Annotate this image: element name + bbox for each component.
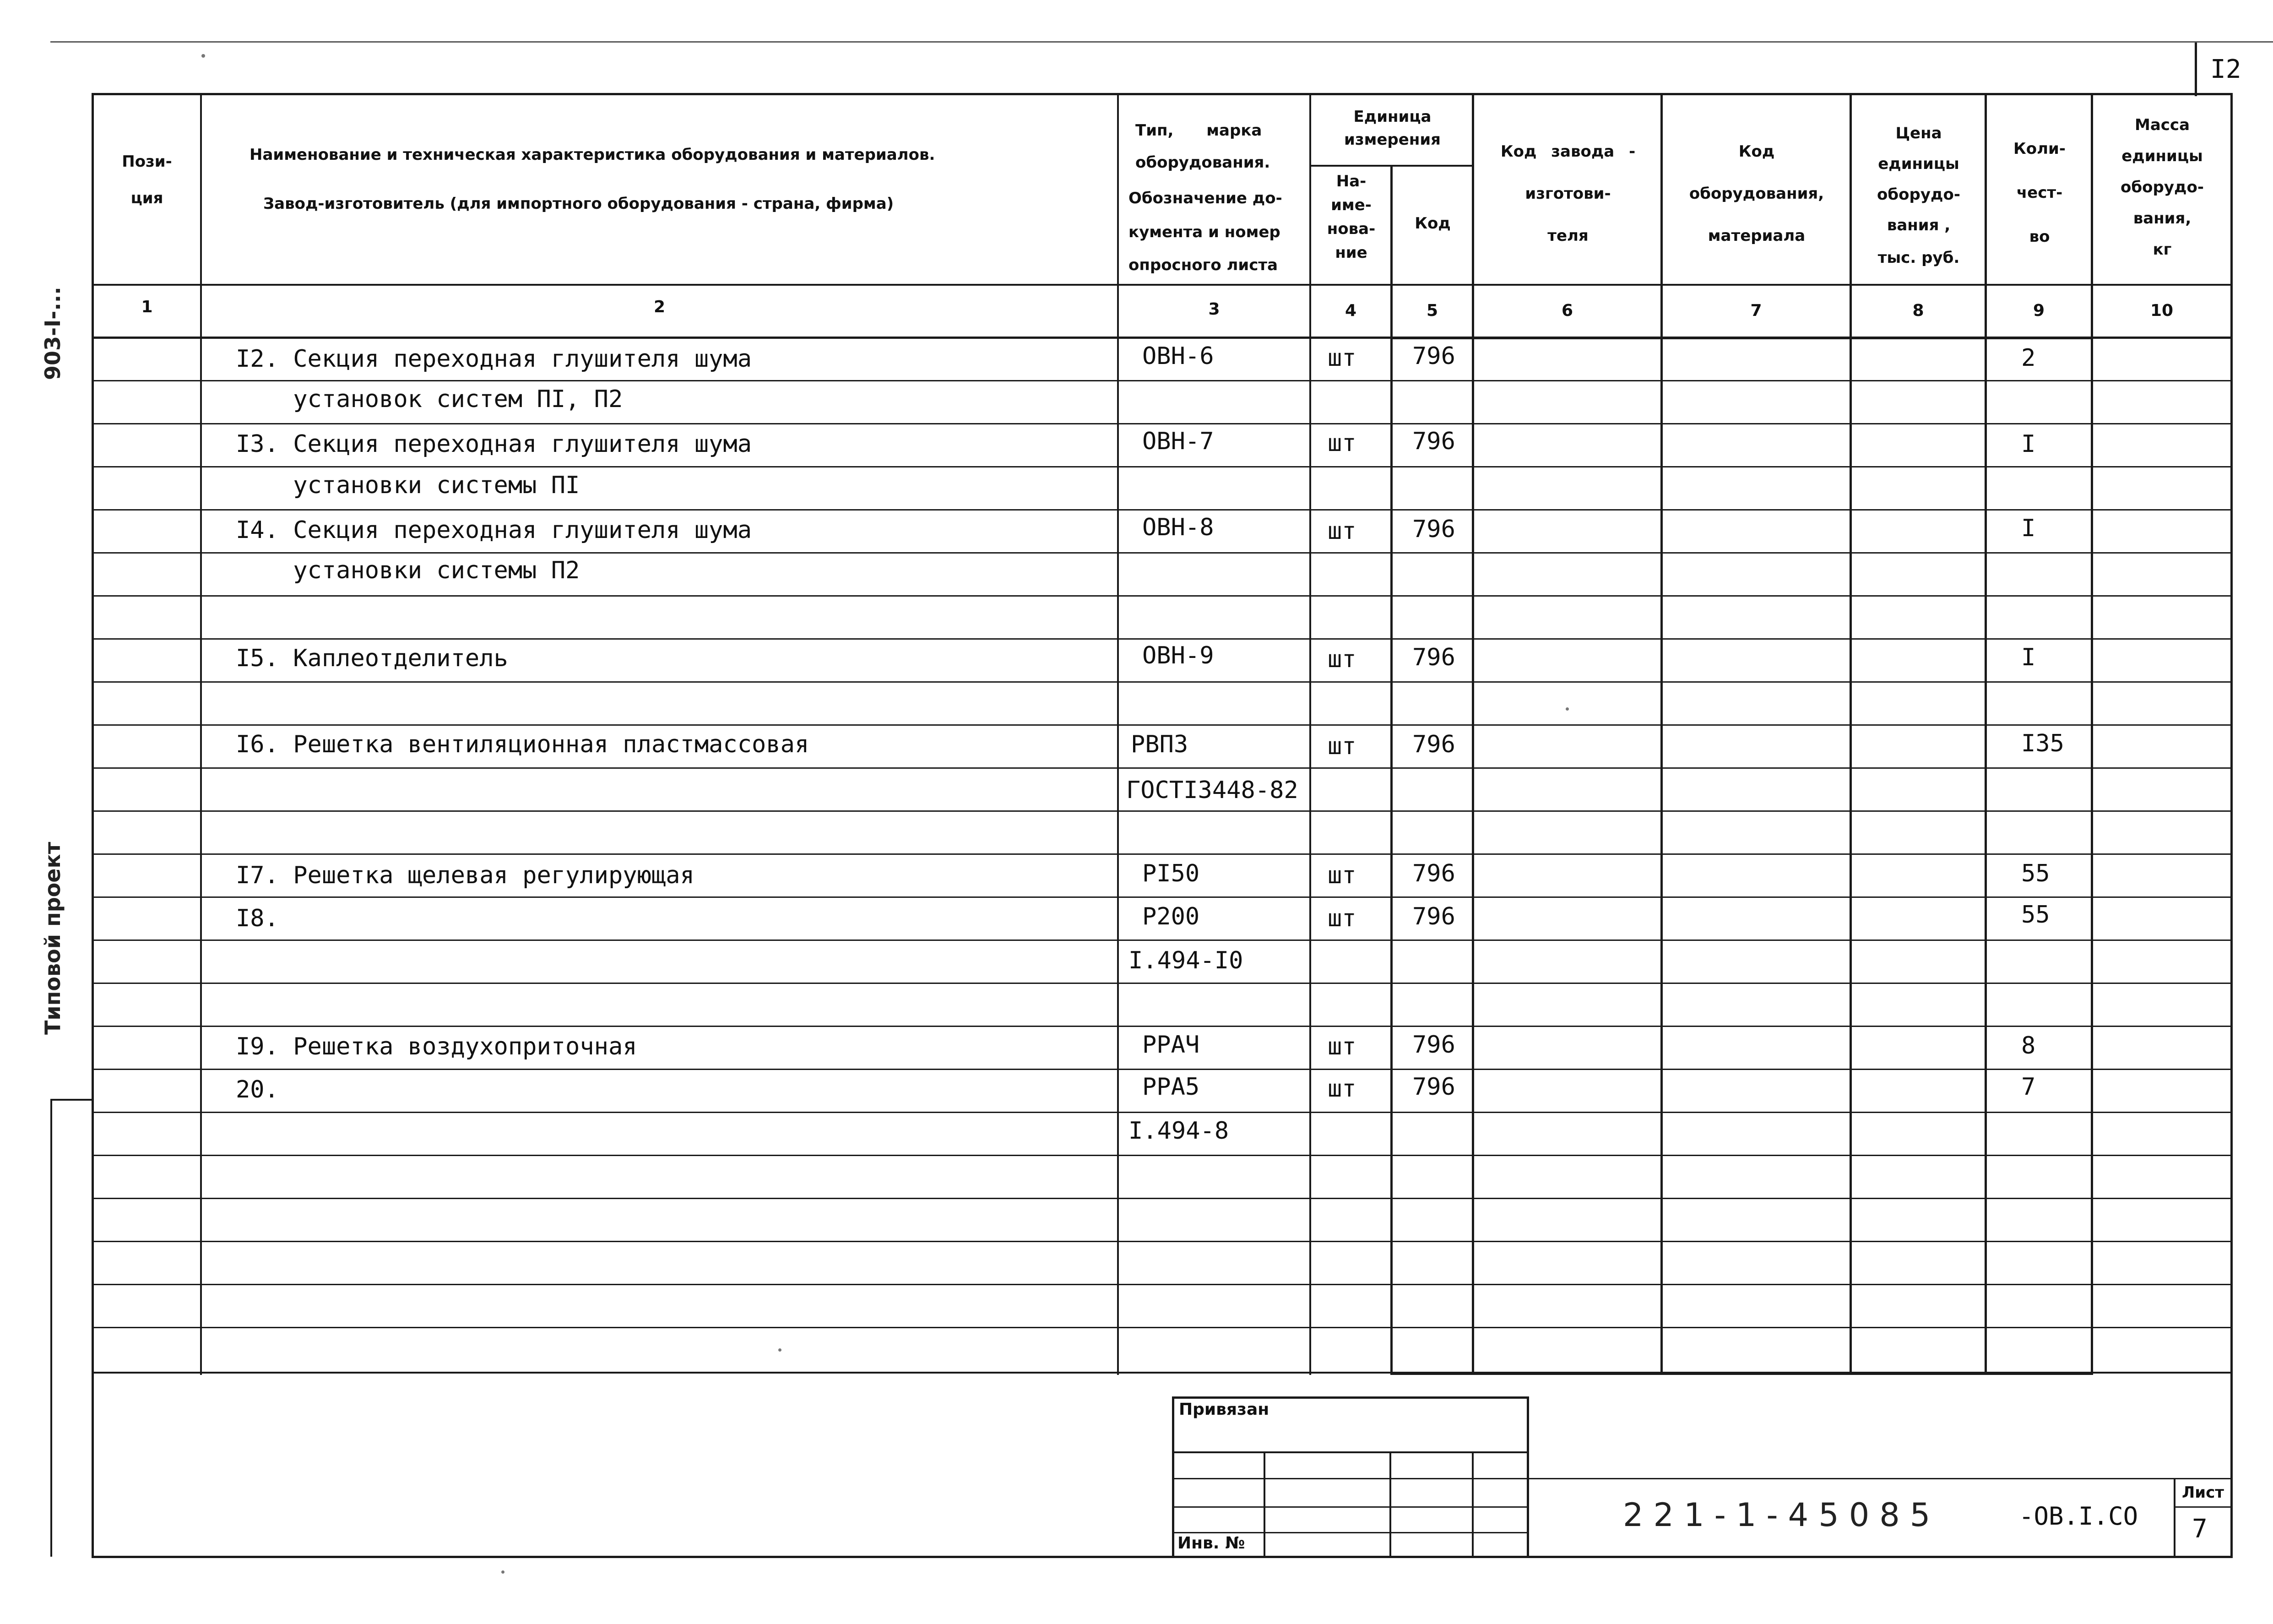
row-rule: [92, 724, 2232, 726]
table-top-border: [92, 93, 2232, 95]
col-divider-4: [1390, 165, 1393, 1375]
row-name: установки системы П2: [236, 557, 580, 584]
row-rule: [92, 423, 2232, 424]
row-type: РI50: [1142, 860, 1200, 887]
stamp-col-rule: [1264, 1451, 1265, 1557]
body-bottom-rule: [92, 1372, 2232, 1374]
scan-speck: [501, 1570, 505, 1574]
scan-speck: [201, 54, 205, 58]
row-rule: [92, 1112, 2232, 1113]
bold-frame-top: [1390, 337, 2093, 339]
row-type: ОВН-9: [1142, 642, 1214, 669]
stamp-inv-label: Инв. №: [1177, 1534, 1245, 1553]
stamp-row-rule: [1172, 1478, 1529, 1479]
column-number-1: 1: [141, 298, 153, 316]
sheet-box-left: [2174, 1478, 2175, 1558]
header-factory-code-3: теля: [1547, 227, 1589, 245]
sheet-box-rule: [2174, 1506, 2232, 1508]
row-unit: шт: [1328, 517, 1356, 545]
row-rule: [92, 1069, 2232, 1070]
row-rule: [92, 1241, 2232, 1242]
header-unit-code: Код: [1415, 214, 1451, 233]
sheet-label: Лист: [2182, 1483, 2224, 1502]
header-equipment-code-2: оборудования,: [1689, 185, 1824, 203]
column-number-3: 3: [1208, 300, 1220, 319]
column-number-2: 2: [653, 298, 666, 316]
row-type: РРА5: [1142, 1073, 1200, 1101]
column-number-4: 4: [1345, 301, 1357, 320]
row-rule: [92, 896, 2232, 898]
stamp-row-rule: [1172, 1506, 1529, 1508]
row-code: 796: [1412, 342, 1455, 370]
row-unit: шт: [1328, 905, 1356, 932]
header-mass-3: оборудо-: [2121, 178, 2204, 196]
row-type: ОВН-7: [1142, 428, 1214, 455]
row-type: ОВН-6: [1142, 342, 1214, 370]
row-qty: I: [2021, 644, 2036, 671]
row-name: I9. Решетка воздухоприточная: [236, 1033, 637, 1060]
row-qty: I: [2021, 515, 2036, 542]
row-unit: шт: [1328, 733, 1356, 760]
header-unit-name-4: ние: [1335, 244, 1367, 262]
column-number-9: 9: [2033, 301, 2045, 320]
row-unit: шт: [1328, 1075, 1356, 1103]
header-quantity-1: Коли-: [2013, 140, 2066, 158]
column-number-7: 7: [1750, 301, 1762, 320]
header-bottom-rule: [92, 284, 2232, 286]
row-type: Р200: [1142, 903, 1200, 930]
row-rule: [92, 466, 2232, 467]
header-mass-1: Масса: [2134, 116, 2190, 134]
row-type: I.494-I0: [1128, 947, 1243, 974]
row-rule: [92, 767, 2232, 769]
row-rule: [92, 552, 2232, 554]
header-price-3: оборудо-: [1877, 185, 1960, 204]
top-rule: [50, 41, 2273, 43]
row-qty: 7: [2021, 1073, 2036, 1101]
row-code: 796: [1412, 516, 1455, 543]
row-unit: шт: [1328, 1033, 1356, 1060]
doc-code: 221-1-45085: [1623, 1496, 1941, 1534]
row-code: 796: [1412, 428, 1455, 455]
doc-suffix: -ОВ.I.СО: [2019, 1502, 2138, 1531]
row-unit: шт: [1328, 646, 1356, 673]
table-bottom-border: [92, 1556, 2233, 1558]
stamp-attached-label: Привязан: [1179, 1400, 1269, 1419]
header-type-3: Обозначение до-: [1128, 189, 1282, 207]
row-name: I8.: [236, 905, 279, 932]
row-code: 796: [1412, 731, 1455, 758]
page-number-box-border: [2195, 41, 2197, 96]
row-name: I3. Секция переходная глушителя шума: [236, 430, 752, 458]
row-unit: шт: [1328, 862, 1356, 889]
row-name: установок систем ПI, П2: [236, 386, 623, 413]
row-code: 796: [1412, 644, 1455, 671]
column-number-5: 5: [1426, 301, 1438, 320]
header-type-1: Тип, марка: [1135, 121, 1262, 140]
column-number-8: 8: [1912, 301, 1924, 320]
row-qty: I35: [2021, 730, 2064, 757]
left-margin-tick: [50, 1099, 92, 1101]
row-type: I.494-8: [1128, 1117, 1229, 1145]
side-text: Типовой проект: [40, 842, 65, 1035]
header-unit-2: измерения: [1344, 130, 1441, 149]
row-rule: [92, 1155, 2232, 1156]
header-mass-2: единицы: [2121, 147, 2203, 165]
header-type-2: оборудования.: [1135, 153, 1270, 172]
row-name: 20.: [236, 1076, 279, 1103]
header-price-1: Цена: [1895, 124, 1942, 142]
row-type: РРАЧ: [1142, 1031, 1200, 1059]
stamp-col-rule: [1389, 1451, 1391, 1557]
header-quantity-3: во: [2029, 228, 2050, 246]
header-equipment-code-3: материала: [1708, 227, 1806, 245]
header-mass-5: кг: [2153, 240, 2172, 259]
row-rule: [92, 1284, 2232, 1285]
stamp-row-rule: [1172, 1532, 1529, 1533]
left-margin-rule: [50, 1099, 52, 1557]
header-price-5: тыс. руб.: [1877, 249, 1960, 267]
side-code: 903-I-...: [40, 287, 65, 380]
designation-top-rule: [1529, 1478, 2232, 1479]
header-quantity-2: чест-: [2016, 184, 2063, 202]
row-name: I4. Секция переходная глушителя шума: [236, 516, 752, 544]
row-name: I5. Каплеотделитель: [236, 645, 508, 672]
row-name: I7. Решетка щелевая регулирующая: [236, 862, 694, 889]
row-rule: [92, 983, 2232, 984]
row-type: ГОСТI3448-82: [1126, 777, 1298, 804]
row-rule: [92, 681, 2232, 683]
scan-speck: [1566, 707, 1569, 711]
stamp-col-rule: [1472, 1451, 1474, 1557]
row-name: I6. Решетка вентиляционная пластмассовая: [236, 731, 809, 758]
row-rule: [92, 1026, 2232, 1027]
row-qty: 2: [2021, 344, 2036, 372]
column-number-10: 10: [2150, 301, 2174, 320]
header-mass-4: вания,: [2133, 209, 2192, 228]
scan-speck: [778, 1348, 781, 1352]
header-unit-1: Единица: [1353, 108, 1432, 126]
header-unit-name-2: име-: [1331, 196, 1372, 214]
row-rule: [92, 810, 2232, 812]
stamp-row-rule: [1172, 1451, 1529, 1453]
row-code: 796: [1412, 1073, 1455, 1101]
row-qty: 55: [2021, 901, 2050, 929]
header-price-4: вания ,: [1887, 216, 1951, 234]
row-name: I2. Секция переходная глушителя шума: [236, 345, 752, 373]
header-type-5: опросного листа: [1128, 256, 1278, 274]
row-code: 796: [1412, 860, 1455, 887]
row-rule: [92, 1327, 2232, 1328]
row-rule: [92, 380, 2232, 381]
row-code: 796: [1412, 903, 1455, 930]
row-rule: [92, 638, 2232, 640]
row-rule: [92, 940, 2232, 941]
unit-subheader-rule: [1309, 165, 1473, 167]
row-code: 796: [1412, 1031, 1455, 1059]
row-unit: шт: [1328, 344, 1356, 372]
row-rule: [92, 1198, 2232, 1199]
row-type: РВПЗ: [1131, 731, 1188, 758]
row-rule: [92, 595, 2232, 597]
row-unit: шт: [1328, 429, 1356, 457]
column-number-6: 6: [1561, 301, 1573, 320]
row-qty: 8: [2021, 1032, 2036, 1059]
row-qty: I: [2021, 430, 2036, 458]
header-name-2: Завод-изготовитель (для импортного оборудования - страна, фирма): [263, 195, 894, 213]
page-number: I2: [2210, 54, 2241, 84]
header-position-1: Пози-: [122, 152, 172, 171]
header-factory-code-1: Код завода -: [1500, 142, 1636, 161]
header-unit-name-3: нова-: [1327, 220, 1376, 238]
row-name: установки системы ПI: [236, 472, 580, 499]
row-rule: [92, 509, 2232, 511]
header-position-2: ция: [130, 189, 163, 207]
sheet-number: 7: [2192, 1514, 2208, 1544]
row-type: ОВН-8: [1142, 514, 1214, 541]
header-equipment-code-1: Код: [1738, 142, 1775, 161]
header-factory-code-2: изготови-: [1525, 185, 1611, 203]
row-qty: 55: [2021, 860, 2050, 887]
header-type-4: кумента и номер: [1128, 223, 1280, 241]
header-price-2: единицы: [1878, 155, 1959, 173]
header-unit-name-1: На-: [1336, 172, 1367, 190]
table-right-border: [2230, 93, 2233, 1558]
stamp-top: [1172, 1396, 1529, 1399]
row-rule: [92, 853, 2232, 855]
header-name-1: Наименование и техническая характеристика оборудования и материалов.: [250, 146, 935, 164]
